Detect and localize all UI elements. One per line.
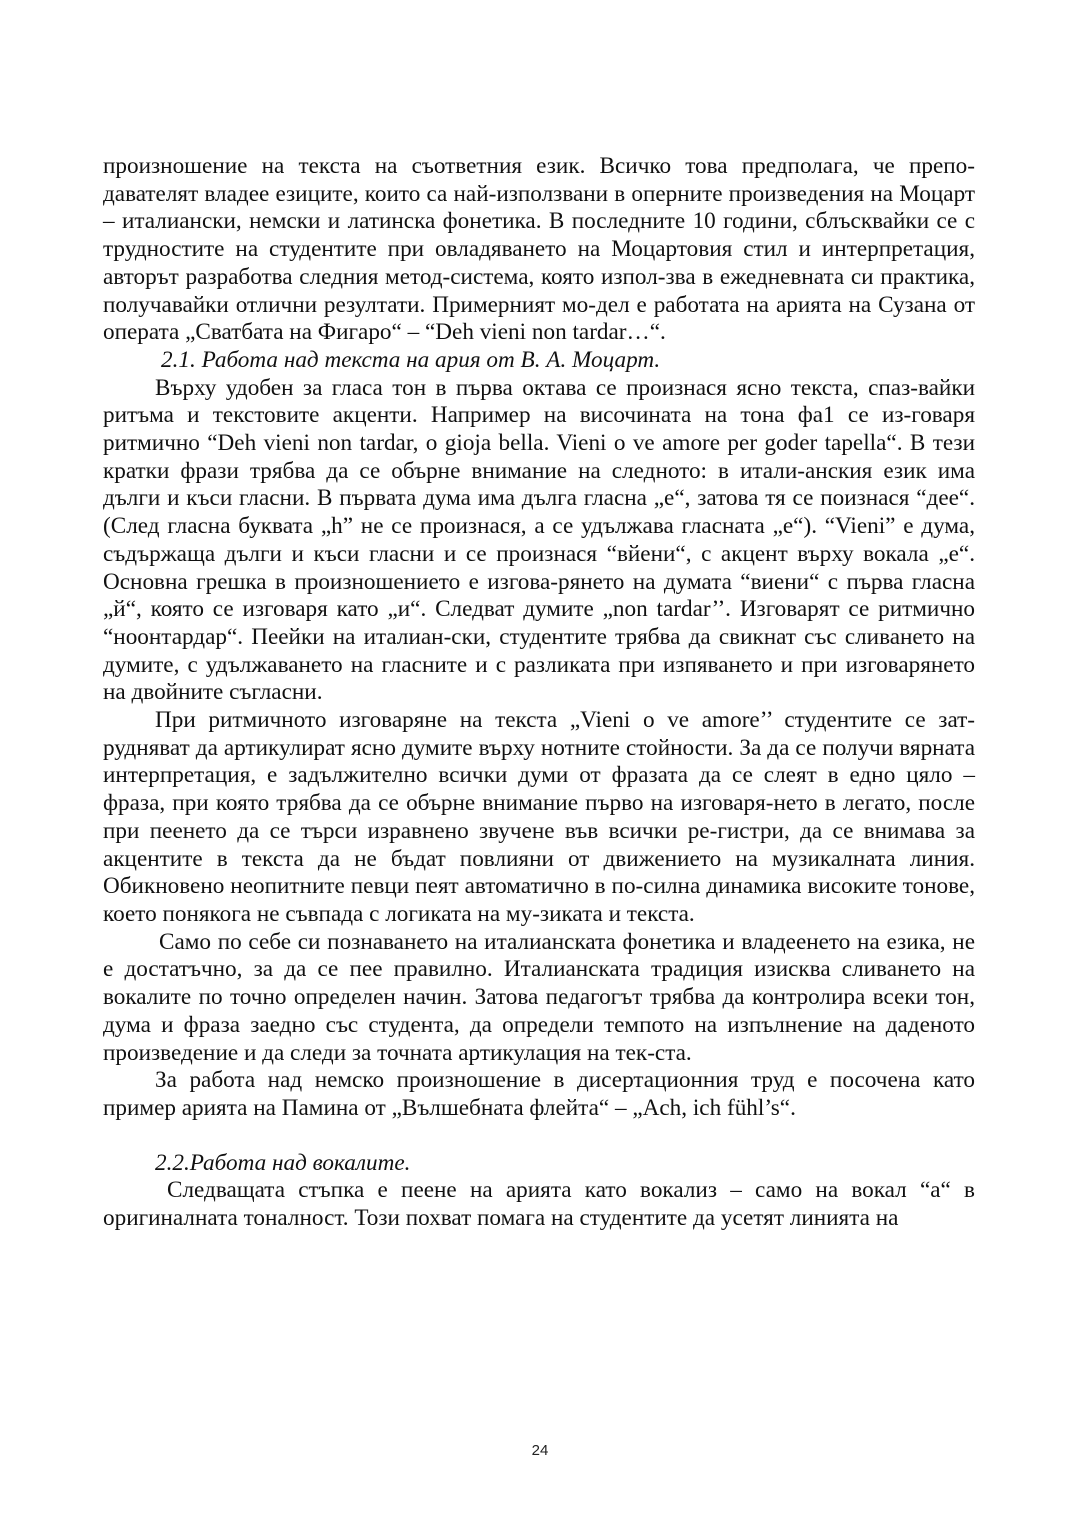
- section-heading-2-2: 2.2.Работа над вокалите.: [155, 1149, 411, 1176]
- paragraph-intro: произношение на текста на съответния език. Всичко това предполага, че препо-давателят владее езиците, които са най-използвани в оперните произведения на Моцарт – италиански, немски и латинска фонетика. В последните 10 години, сблъсквайки се с трудностите на студентите при овладяването на Моцартовия стил и интерпретация, авторът разработва следния метод-система, която изпол-зва в ежедневната си практика, получавайки отлични резултати. Примерният мо-дел е работата на арията на Сузана от операта „Сватбата на Фигаро“ – “Deh vieni non tardar…“.: [103, 153, 975, 346]
- paragraph-text-work: Върху удобен за гласа тон в първа октава се произнася ясно текста, спаз-вайки ритъма и текстовите акценти. Например на височината на тона фа1 се из-говаря ритмично “Deh vieni non tardar, o gioja bella. Vieni o ve amore per goder tapella“. В тези кратки фрази трябва да се обърне внимание на следното: в итали-анския език има дълги и къси гласни. В първата дума има дълга гласна „е“, затова тя се поизнася “дее“. (След гласна буквата „h” не се произнася, а се удължава гласната „е“). “Vieni” е дума, съдържаща дълги и къси гласни и се произнася “вйени“, с акцент върху вокала „е“. Основна грешка в произношението е изгова-рянето на думата “виени“ с първа гласна „й“, която се изговаря като „и“. Следват думите „non tardar’’. Изговарят се ритмично “ноонтардар“. Пеейки на италиан-ски, студентите трябва да свикнат със сливането на думите, с удължаването на гласните и с разликата при изпяването и при изговарянето на двойните съгласни.: [103, 374, 975, 706]
- paragraph-italian-phonetics: Само по себе си познаването на италианската фонетика и владеенето на езика, не е достатъчно, за да се пее правилно. Италианската традиция изисква сливането на вокалите по точно определен начин. Затова педагогът трябва да контролира всеки тон, дума и фраза заедно със студента, да определи темпото на изпълнение на даденото произведение и да следи за точната артикулация на тек-ста.: [103, 928, 975, 1066]
- page-number: 24: [531, 1442, 549, 1459]
- document-page: [103, 153, 975, 1233]
- section-heading-2-1: 2.1. Работа над текста на ария от В. А. Моцарт.: [161, 346, 661, 373]
- paragraph-vocalise: Следващата стъпка е пеене на арията като вокализ – само на вокал “а“ в оригиналната тоналност. Този похват помага на студентите да усетят линията на: [103, 1177, 975, 1232]
- paragraph-rhythmic-pronunciation: При ритмичното изговаряне на текста „Vieni o ve amore’’ студентите се зат-рудняват да артикулират ясно думите върху нотните стойности. За да се получи вярната интерпретация, е задължително всички думи от фразата да се слеят в едно цяло – фраза, при която трябва да се обърне внимание първо на изговаря-нето в легато, после при пеенето да се търси изравнено звучене във всички ре-гистри, да се внимава за акцентите в текста да не бъдат повлияни от движението на музикалната линия. Обикновено неопитните певци пеят автоматично в по-силна динамика високите тонове, което понякога не съвпада с логиката на му-зиката и текста.: [103, 707, 975, 927]
- paragraph-german-pronunciation: За работа над немско произношение в дисертационния труд е посочена като пример арията на Памина от „Вълшебната флейта“ – „Ach, ich fühl’s“.: [103, 1067, 975, 1121]
